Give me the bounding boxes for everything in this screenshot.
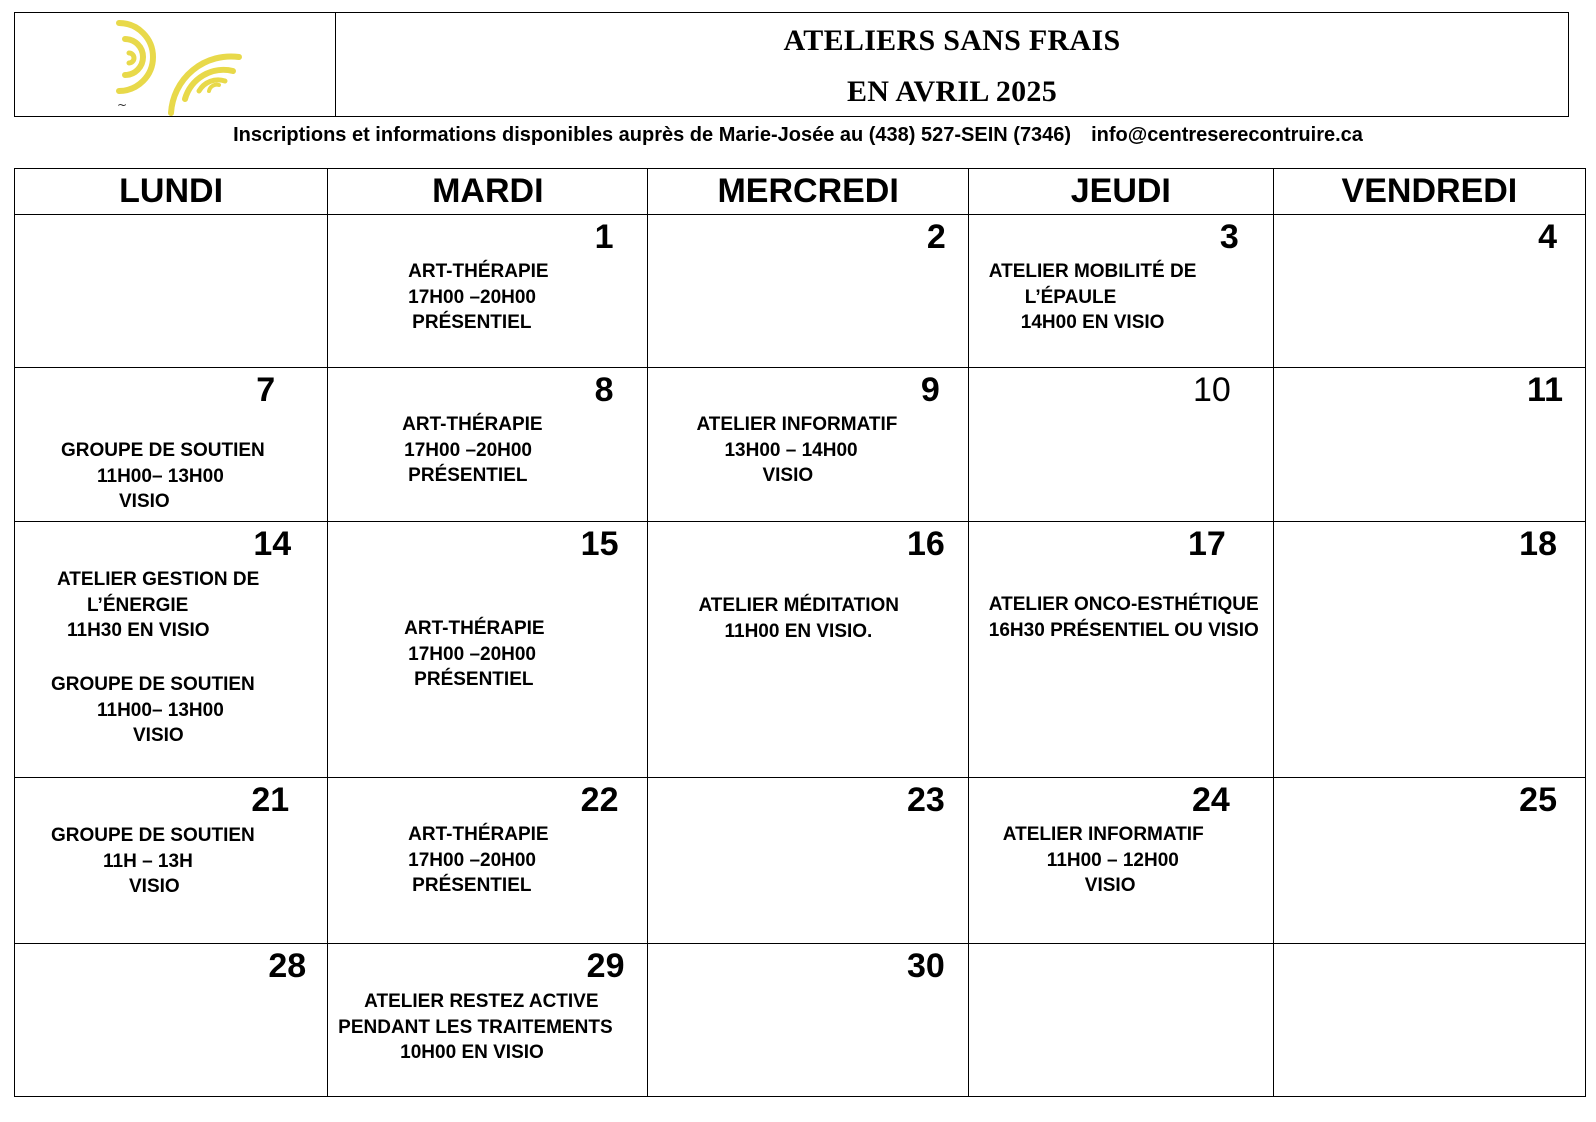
day-number: 8 [594,371,614,409]
event-block [51,672,255,749]
day-number: 11 [1527,371,1563,409]
event-line: PENDANT LES TRAITEMENTS [338,1016,613,1038]
day-number: 22 [580,781,619,819]
event-line: 10H00 EN VISIO [400,1042,544,1063]
day-number: 24 [1191,781,1230,819]
event-line: PRÉSENTIEL [412,312,532,333]
calendar-week-row [15,778,1586,944]
event-block [698,593,899,644]
calendar-day-cell [648,368,968,522]
calendar-day-cell [968,368,1273,522]
calendar-day-cell [648,778,968,944]
event-line: ATELIER INFORMATIF [1002,824,1204,845]
event-block [989,592,1259,643]
info-text: Inscriptions et informations disponibles auprès de Marie-Josée au (438) 527-SEIN (7346) [233,124,1072,146]
event-line: 14H00 EN VISIO [1020,312,1165,333]
calendar-day-cell [15,215,328,368]
calendar-day-cell [648,522,968,778]
event-line: GROUPE DE SOUTIEN [61,440,265,461]
day-number: 30 [906,947,945,985]
event-line: 11H00 EN VISIO. [724,620,873,642]
event-line: VISIO [133,725,184,746]
day-number: 29 [586,947,625,985]
event-block [1003,822,1204,899]
event-line: VISIO [762,465,814,486]
weekday-header-row [15,169,1586,215]
weekday-header: MERCREDI [648,169,968,215]
info-line [0,124,1596,147]
event-block [402,412,542,489]
event-line: 17H00 –20H00 [408,643,536,665]
calendar-day-cell [328,944,648,1097]
event-line: L’ÉPAULE [1024,286,1117,308]
event-line: ATELIER RESTEZ ACTIVE [364,991,599,1012]
weekday-header: LUNDI [15,169,328,215]
event-line: 11H30 EN VISIO [67,620,210,641]
logo-icon [107,17,267,117]
calendar-day-cell [15,522,328,778]
calendar-day-cell [968,215,1273,368]
day-number: 10 [1192,371,1231,409]
calendar-day-cell [968,522,1273,778]
calendar-week-row [15,215,1586,368]
calendar-week-row [15,368,1586,522]
day-number: 16 [906,525,945,563]
event-line: L’ÉNERGIE [87,594,189,616]
event-line: ATELIER MÉDITATION [698,595,900,616]
day-number: 3 [1219,218,1239,256]
event-block [51,823,255,900]
calendar-day-cell [1273,522,1585,778]
day-number: 9 [920,371,940,409]
logo-cell [15,13,336,116]
event-block [338,989,612,1066]
event-line: VISIO [119,491,170,512]
day-number: 21 [251,781,290,819]
weekday-header: JEUDI [968,169,1273,215]
page-subtitle: EN AVRIL 2025 [846,75,1058,108]
event-line: ATELIER GESTION DE [57,569,260,590]
calendar-day-cell [328,778,648,944]
event-line: ART-THÉRAPIE [402,414,543,435]
event-line: VISIO [1084,875,1136,896]
calendar-day-cell [328,368,648,522]
day-number: 25 [1519,781,1557,819]
calendar-day-cell [1273,215,1585,368]
event-line: VISIO [129,876,180,897]
day-number: 17 [1187,525,1226,563]
day-number: 4 [1538,218,1557,256]
event-block [61,438,265,515]
event-block [408,822,548,899]
event-line: ATELIER MOBILITÉ DE [988,261,1197,282]
event-line: ART-THÉRAPIE [408,261,549,282]
day-number: 14 [253,525,292,563]
calendar-day-cell [648,215,968,368]
calendar-day-cell [15,944,328,1097]
calendar-day-cell [968,944,1273,1097]
event-line: PRÉSENTIEL [414,669,534,690]
calendar-day-cell [328,215,648,368]
event-block [404,259,548,336]
day-number: 28 [268,947,307,985]
event-line: ART-THÉRAPIE [408,824,549,845]
event-line: GROUPE DE SOUTIEN [51,825,255,846]
calendar-day-cell [15,368,328,522]
day-number: 18 [1519,525,1557,563]
event-line: 16H30 PRÉSENTIEL OU VISIO [988,619,1259,641]
event-line: 11H – 13H [103,850,193,872]
day-number: 2 [926,218,946,256]
event-line: 17H00 –20H00 [404,439,532,461]
event-line: GROUPE DE SOUTIEN [51,674,255,695]
page-title: ATELIERS SANS FRAIS [783,24,1121,57]
event-block [57,567,259,644]
calendar-day-cell [968,778,1273,944]
title-cell [336,13,1568,116]
event-line: 13H00 – 14H00 [724,439,858,461]
event-line: 11H00– 13H00 [97,465,224,487]
event-line: ATELIER INFORMATIF [696,414,898,435]
calendar-day-cell [1273,778,1585,944]
event-line: PRÉSENTIEL [408,465,528,486]
event-block [696,412,897,489]
day-number: 1 [594,218,614,256]
calendar-table [14,168,1586,1097]
day-number: 23 [906,781,945,819]
event-line: ART-THÉRAPIE [404,618,545,639]
weekday-header: VENDREDI [1273,169,1585,215]
logo-mark: ~ [117,98,128,112]
event-block [989,259,1197,336]
day-number: 7 [256,371,276,409]
calendar-week-row [15,944,1586,1097]
weekday-header: MARDI [328,169,648,215]
day-number: 15 [580,525,619,563]
calendar-day-cell [15,778,328,944]
event-line: 17H00 –20H00 [408,286,536,308]
header-box [14,12,1569,117]
calendar-day-cell [328,522,648,778]
event-line: 17H00 –20H00 [408,849,536,871]
info-email: info@centreserecontruire.ca [1091,124,1363,146]
calendar-week-row [15,522,1586,778]
event-line: PRÉSENTIEL [412,875,532,896]
event-line: ATELIER ONCO-ESTHÉTIQUE [988,594,1259,615]
event-line: 11H00 – 12H00 [1046,849,1179,871]
calendar-day-cell [1273,368,1585,522]
calendar-day-cell [648,944,968,1097]
event-block [404,616,544,693]
calendar-day-cell [1273,944,1585,1097]
event-line: 11H00– 13H00 [97,699,224,721]
